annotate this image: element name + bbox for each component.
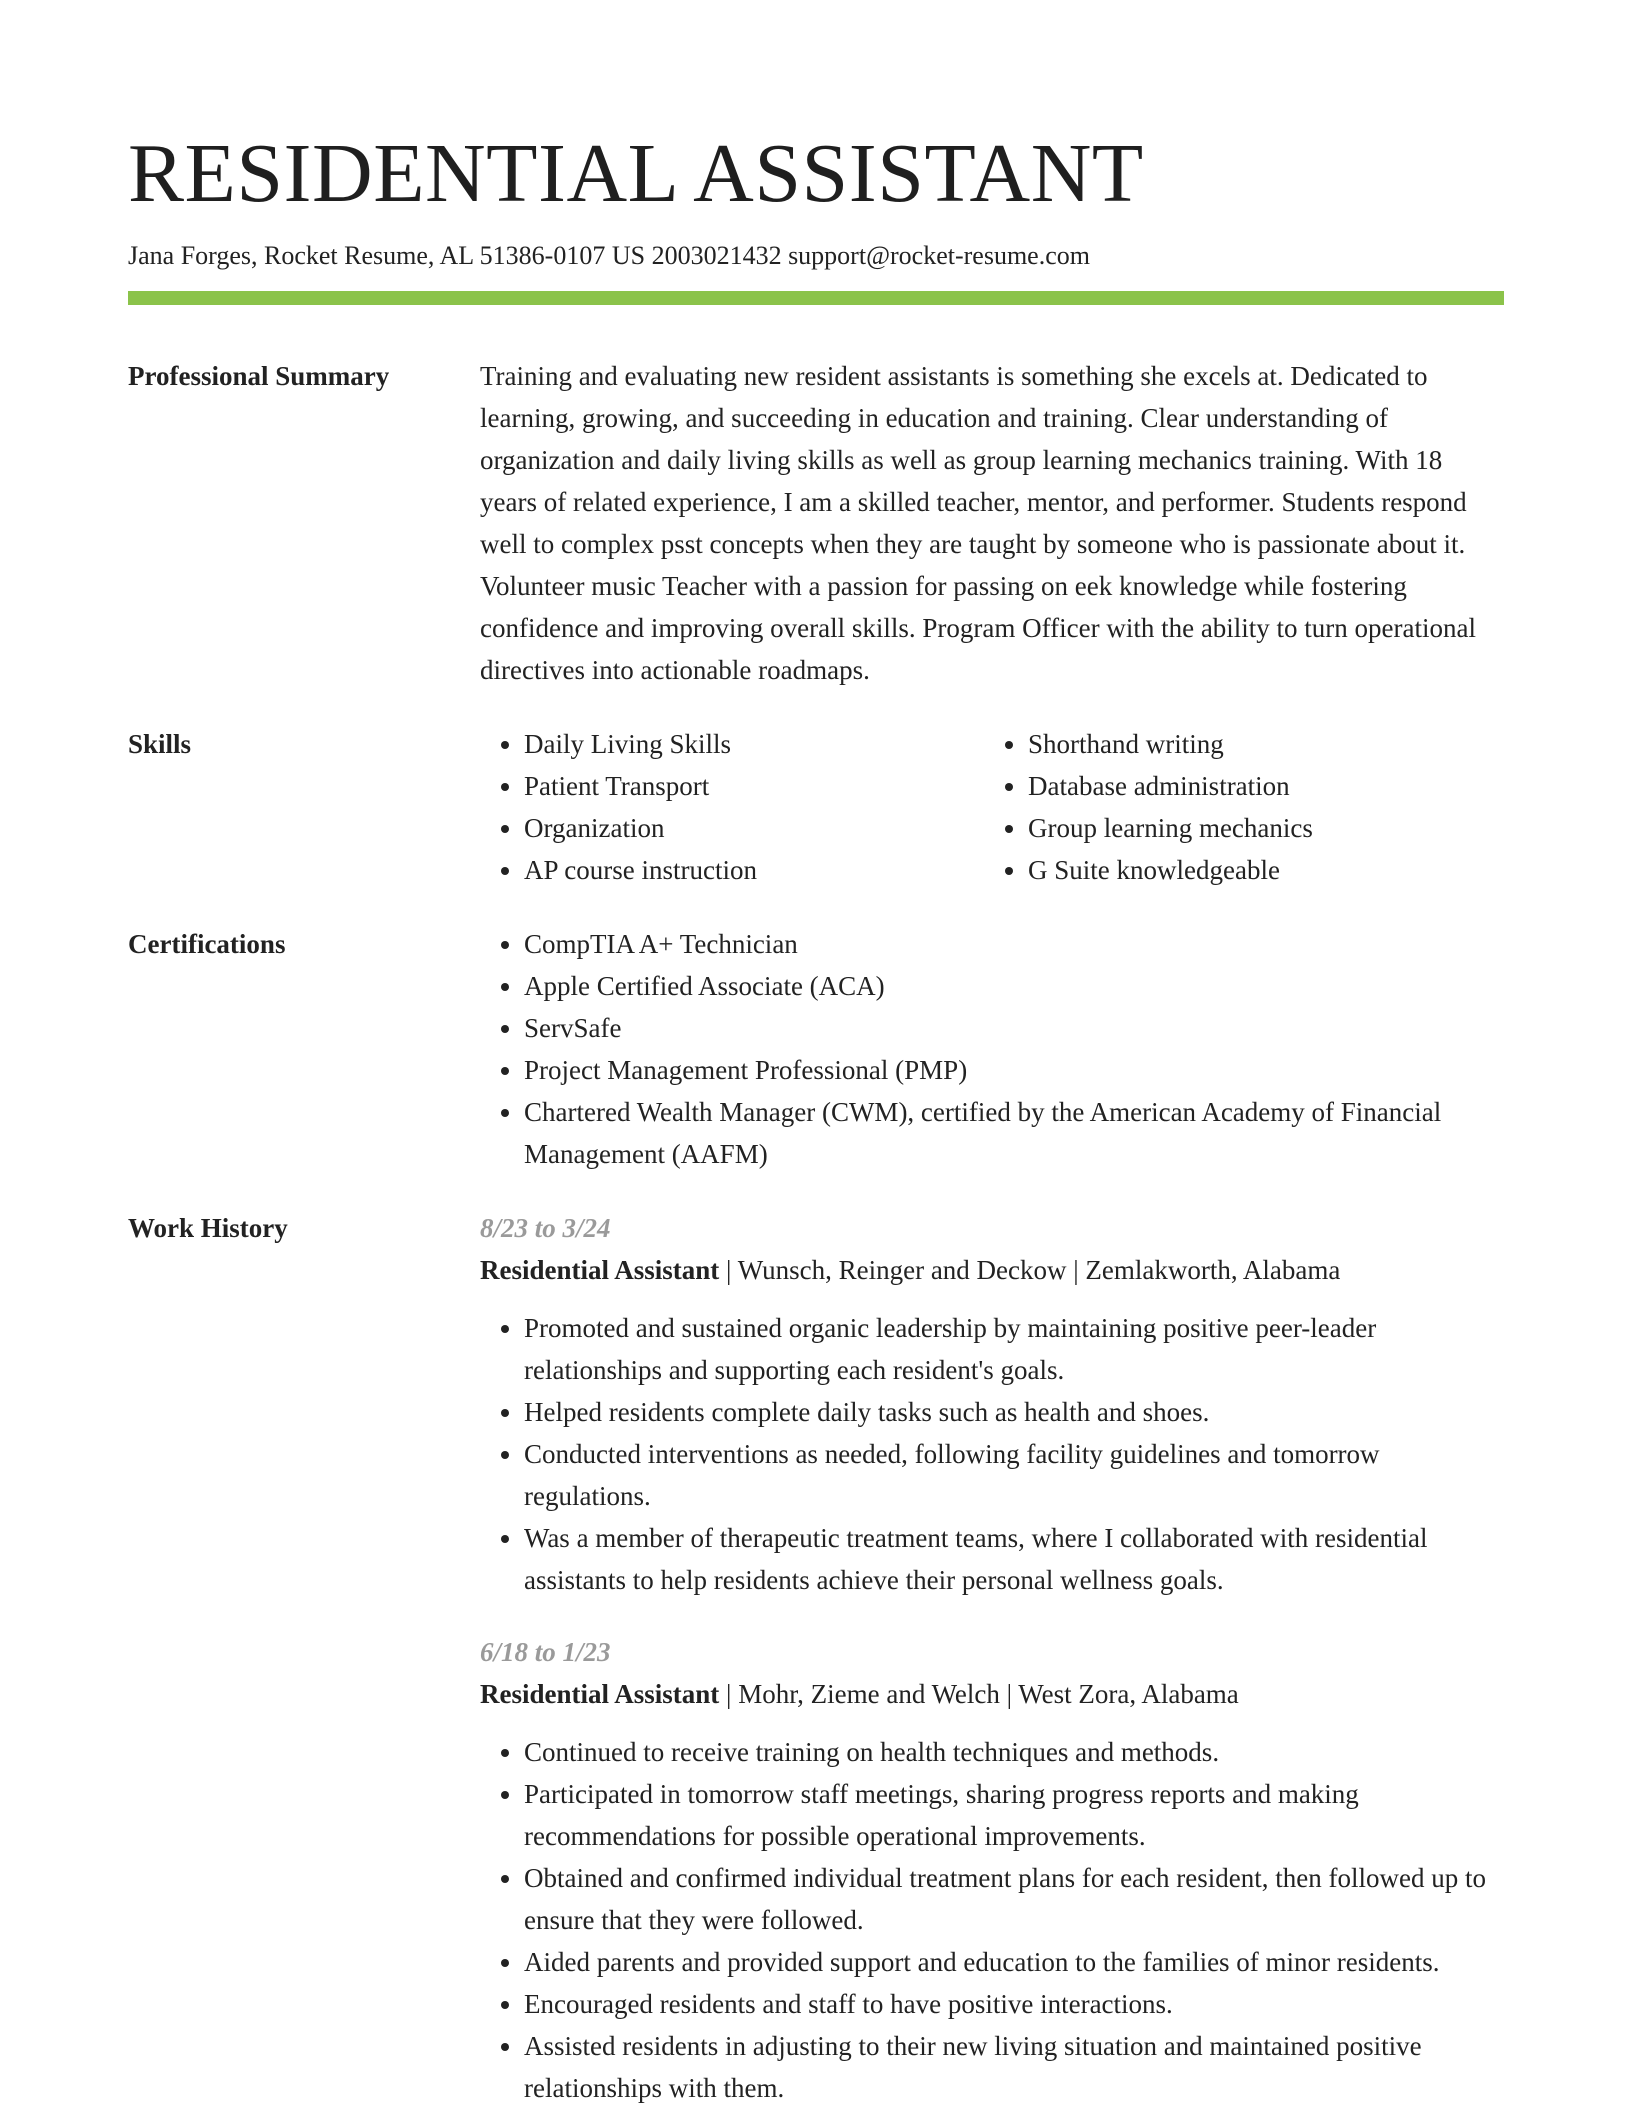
job-bullet: • Promoted and sustained organic leadership by maintaining positive peer-leader relationships and supporting each resident's goals.	[524, 1307, 1504, 1391]
certification-item: • Project Management Professional (PMP)	[524, 1049, 1504, 1091]
work-history-body	[480, 1207, 1504, 2109]
certifications-section	[128, 923, 1504, 1175]
skill-item: • Patient Transport	[524, 765, 984, 807]
job-bullet: • Aided parents and provided support and education to the families of minor residents.	[524, 1941, 1504, 1983]
skills-label: Skills	[128, 729, 192, 760]
skill-item: • Group learning mechanics	[1028, 807, 1504, 849]
job-details: | Wunsch, Reinger and Deckow | Zemlakworth, Alabama	[719, 1255, 1341, 1286]
skills-list-right	[984, 723, 1504, 891]
contact-line: Jana Forges, Rocket Resume, AL 51386-0107 US 2003021432 support@rocket-resume.com	[128, 241, 1090, 270]
job-entry	[480, 1207, 1504, 1601]
skills-section	[128, 723, 1504, 891]
certification-item: • CompTIA A+ Technician	[524, 923, 1504, 965]
job-title: Residential Assistant	[480, 1255, 720, 1286]
job-bullet: • Participated in tomorrow staff meetings, sharing progress reports and making recommendations for possible operational improvements.	[524, 1773, 1504, 1857]
job-bullet: • Was a member of therapeutic treatment teams, where I collaborated with residential assistants to help residents achieve their personal wellness goals.	[524, 1517, 1504, 1601]
accent-divider	[128, 291, 1504, 305]
job-bullets	[480, 1307, 1504, 1601]
job-bullets	[480, 1731, 1504, 2109]
certification-item: • Chartered Wealth Manager (CWM), certified by the American Academy of Financial Management (AAFM)	[524, 1091, 1504, 1175]
job-dates: 8/23 to 3/24	[480, 1213, 611, 1244]
job-bullet: • Obtained and confirmed individual treatment plans for each resident, then followed up to ensure that they were followed.	[524, 1857, 1504, 1941]
job-bullet: • Helped residents complete daily tasks such as health and shoes.	[524, 1391, 1504, 1433]
job-bullet: • Encouraged residents and staff to have positive interactions.	[524, 1983, 1504, 2025]
work-history-label: Work History	[128, 1213, 288, 1244]
summary-text: Training and evaluating new resident assistants is something she excels at. Dedicated to learning, growing, and succeeding in education and training. Clear understanding of organization and daily living skills as well as group learning mechanics training. With 18 years of related experience, I am a skilled teacher, mentor, and performer. Students respond well to complex psst concepts when they are taught by someone who is passionate about it. Volunteer music Teacher with a passion for passing on eek knowledge while fostering confidence and improving overall skills. Program Officer with the ability to turn operational directives into actionable roadmaps.	[480, 361, 1476, 686]
skill-item: • Daily Living Skills	[524, 723, 984, 765]
job-details: | Mohr, Zieme and Welch | West Zora, Alabama	[719, 1679, 1239, 1710]
job-bullet: • Assisted residents in adjusting to their new living situation and maintained positive relationships with them.	[524, 2025, 1504, 2109]
skill-item: • Shorthand writing	[1028, 723, 1504, 765]
summary-body	[480, 355, 1504, 691]
certification-item: • Apple Certified Associate (ACA)	[524, 965, 1504, 1007]
skill-item: • G Suite knowledgeable	[1028, 849, 1504, 891]
job-entry	[480, 1631, 1504, 2109]
skill-item: • AP course instruction	[524, 849, 984, 891]
skill-item: • Database administration	[1028, 765, 1504, 807]
skills-list-left	[480, 723, 984, 891]
summary-label: Professional Summary	[128, 361, 390, 392]
job-bullet: • Conducted interventions as needed, following facility guidelines and tomorrow regulations.	[524, 1433, 1504, 1517]
certifications-body	[480, 923, 1504, 1175]
summary-section	[128, 355, 1504, 691]
job-title: Residential Assistant	[480, 1679, 720, 1710]
certification-item: • ServSafe	[524, 1007, 1504, 1049]
job-heading	[480, 1249, 1504, 1291]
job-heading	[480, 1673, 1504, 1715]
work-history-section	[128, 1207, 1504, 2109]
certifications-label: Certifications	[128, 929, 286, 960]
job-bullet: • Continued to receive training on health techniques and methods.	[524, 1731, 1504, 1773]
skills-body	[480, 723, 1504, 891]
resume-title: RESIDENTIAL ASSISTANT	[128, 127, 1144, 220]
certifications-list	[480, 923, 1504, 1175]
skill-item: • Organization	[524, 807, 984, 849]
job-dates: 6/18 to 1/23	[480, 1637, 611, 1668]
